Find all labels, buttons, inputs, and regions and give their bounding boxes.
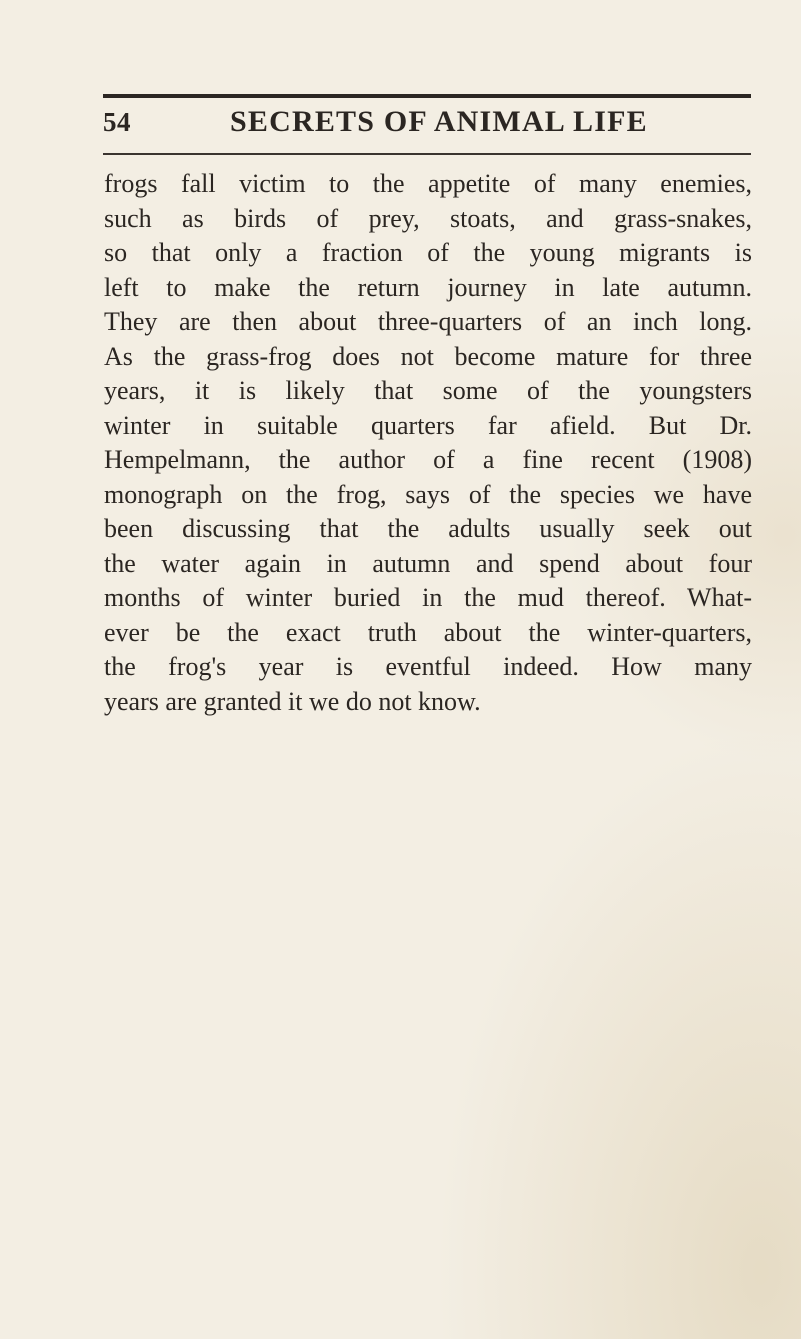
running-head — [103, 104, 751, 148]
page-title: SECRETS OF ANIMAL LIFE — [230, 105, 648, 138]
text-line: been discussing that the adults usually seek out — [104, 514, 752, 543]
text-line: years, it is likely that some of the youngsters — [104, 376, 752, 405]
body-paragraph — [104, 167, 752, 719]
text-line: years are granted it we do not know. — [104, 686, 481, 716]
text-line: months of winter buried in the mud thereof. What- — [104, 583, 752, 612]
page-number: 54 — [103, 107, 131, 137]
text-line: ever be the exact truth about the winter-quarters, — [104, 617, 752, 647]
text-line: left to make the return journey in late autumn. — [104, 272, 752, 302]
text-line: They are then about three-quarters of an inch long. — [104, 307, 752, 336]
text-line: winter in suitable quarters far afield. But Dr. — [104, 410, 752, 440]
text-line: the frog's year is eventful indeed. How many — [104, 652, 752, 681]
text-line: frogs fall victim to the appetite of many enemies, — [104, 169, 752, 198]
text-line: monograph on the frog, says of the species we have — [104, 479, 752, 509]
text-line: such as birds of prey, stoats, and grass-snakes, — [104, 203, 752, 233]
text-line: Hempelmann, the author of a fine recent (1908) — [104, 445, 752, 474]
text-line: As the grass-frog does not become mature for three — [104, 341, 752, 371]
text-line: the water again in autumn and spend about four — [104, 548, 752, 578]
text-line: so that only a fraction of the young migrants is — [104, 238, 752, 267]
header-rule — [103, 153, 751, 155]
top-rule — [103, 94, 751, 98]
